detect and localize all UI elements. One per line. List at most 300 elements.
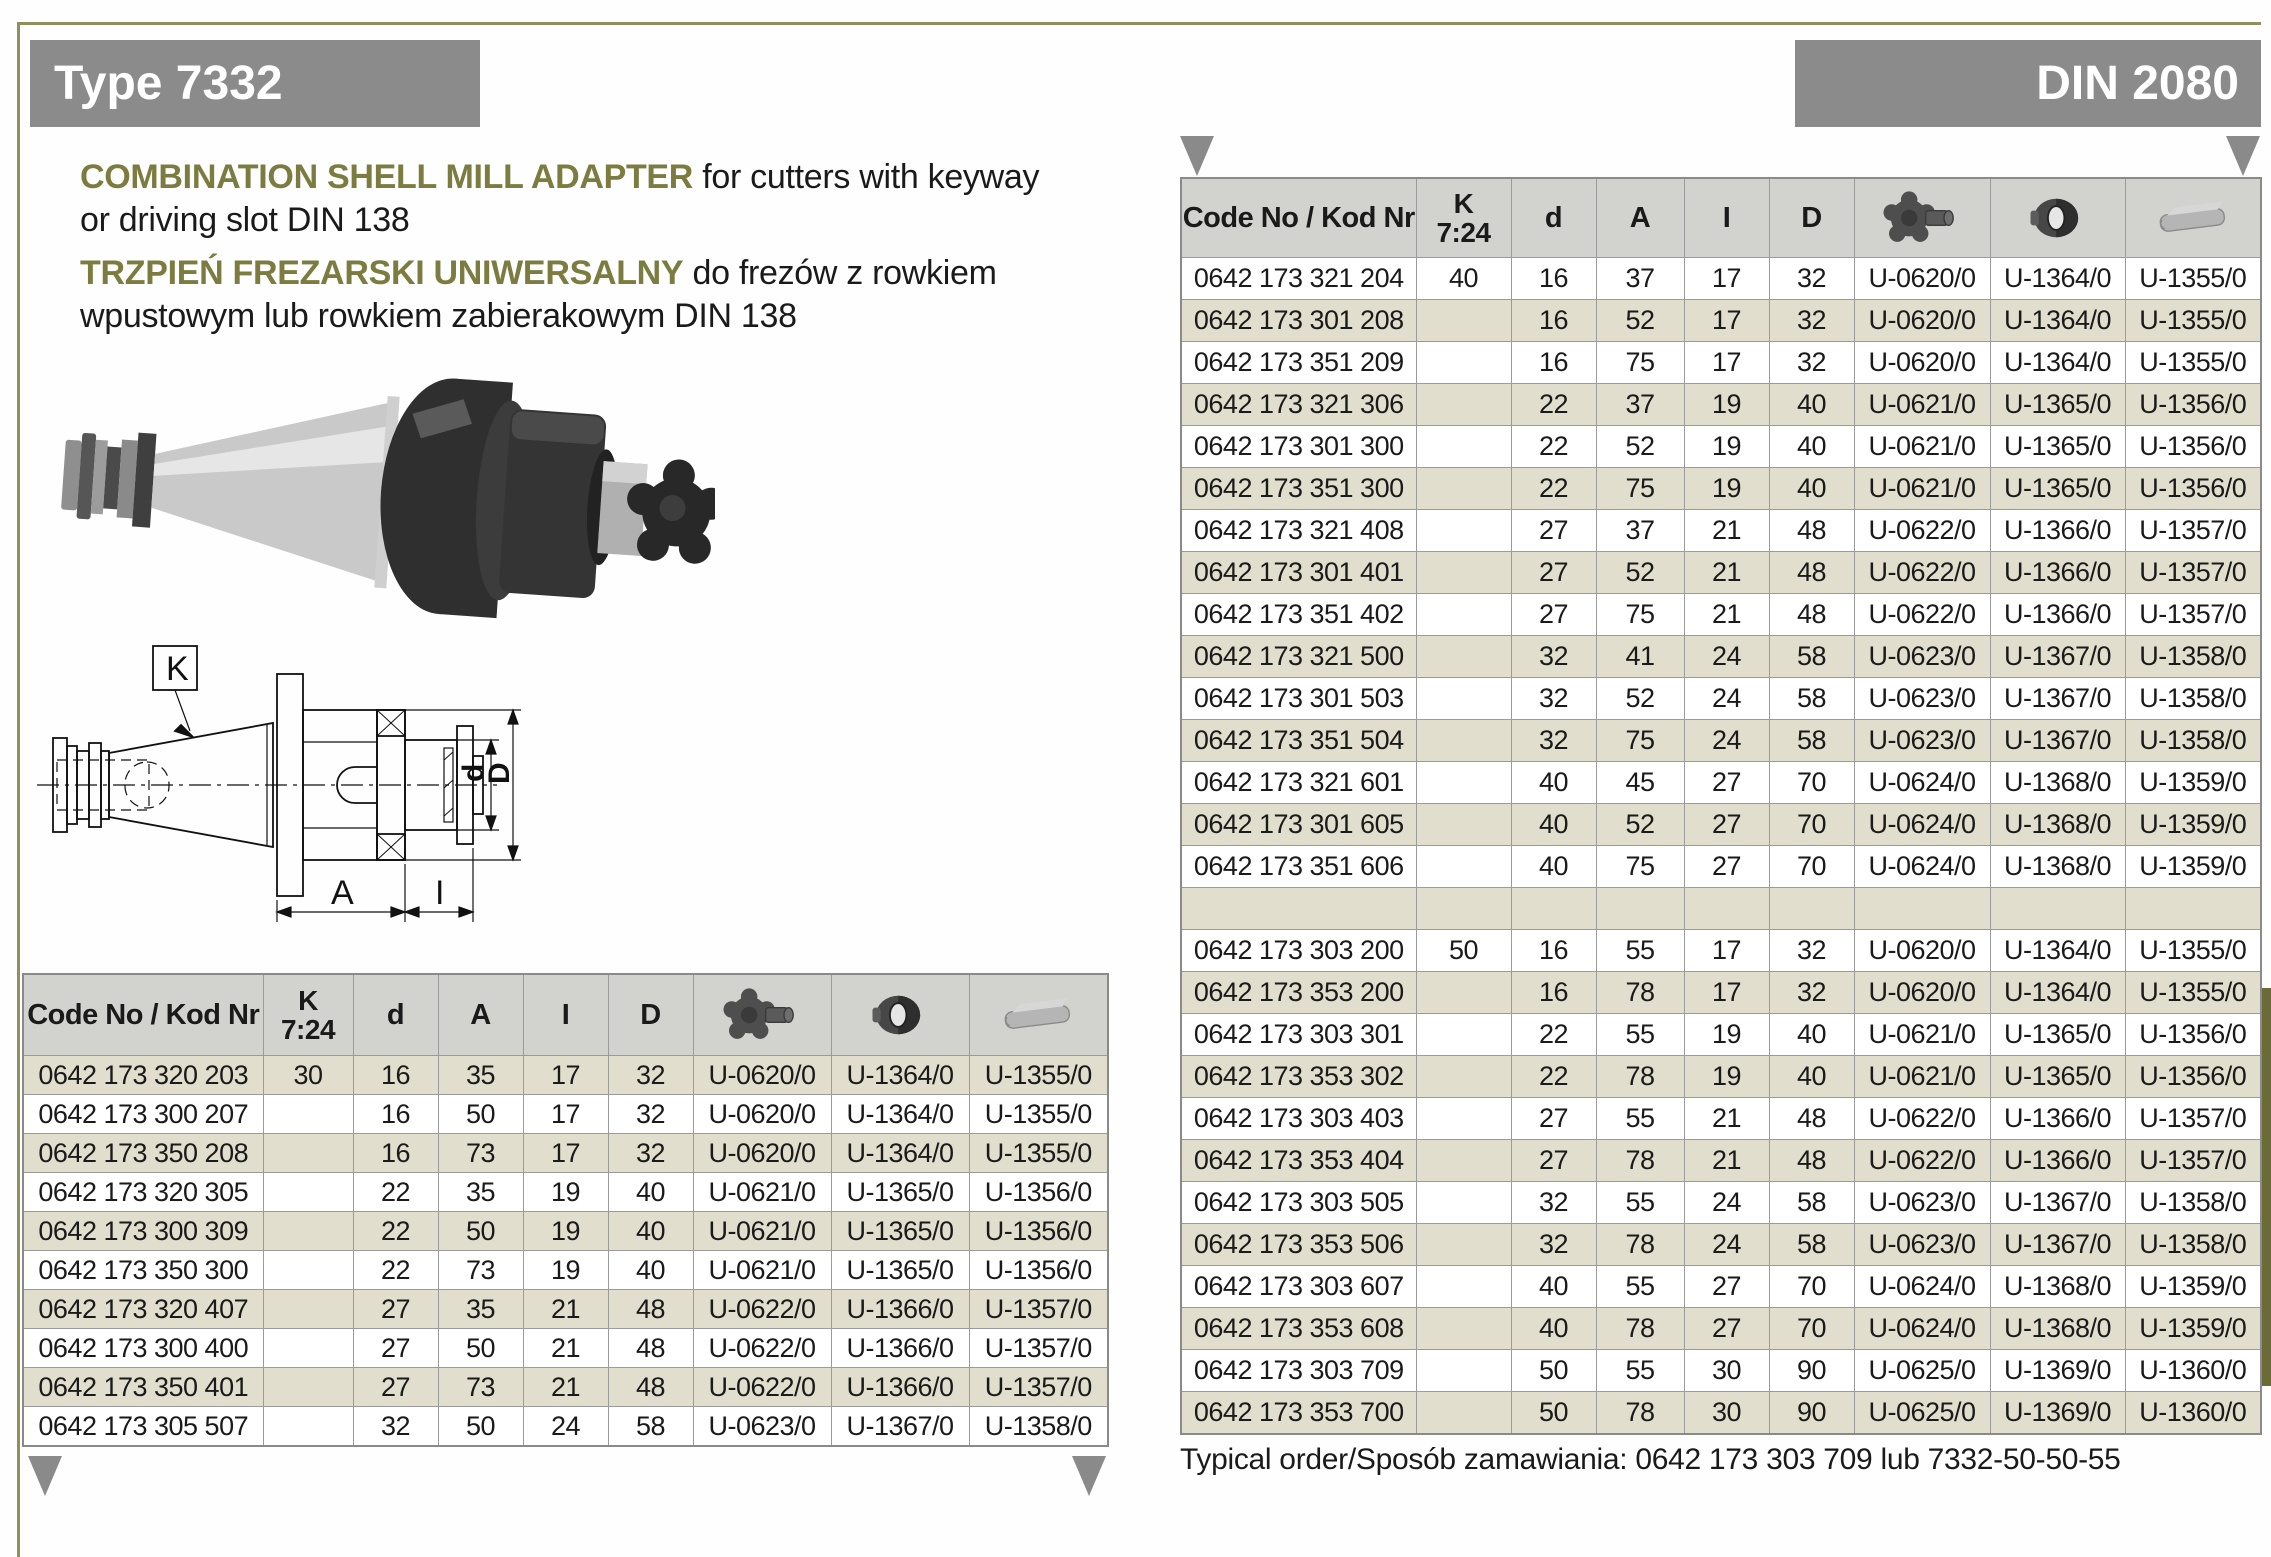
table-cell: 17 [1684, 930, 1769, 972]
table-cell: U-1356/0 [2125, 468, 2261, 510]
table-cell: U-1366/0 [831, 1290, 969, 1329]
col-header-clamp-nut [831, 974, 969, 1056]
table-cell: 50 [1511, 1350, 1596, 1392]
table-cell: U-1356/0 [2125, 1014, 2261, 1056]
table-row [1181, 468, 2261, 510]
table-cell: 52 [1596, 678, 1684, 720]
adapter-photo-group [56, 352, 715, 634]
table-row [1181, 720, 2261, 762]
table-cell [1416, 1266, 1511, 1308]
table-cell: 19 [523, 1251, 608, 1290]
table-cell: 78 [1596, 972, 1684, 1014]
table-row [23, 1251, 1108, 1290]
table-cell: 37 [1596, 384, 1684, 426]
table-cell: 27 [1511, 510, 1596, 552]
table-cell: U-0622/0 [1854, 1140, 1990, 1182]
table-cell: 50 [438, 1212, 523, 1251]
table-cell: U-0622/0 [1854, 510, 1990, 552]
table-cell [1684, 888, 1769, 930]
table-cell: 50 [438, 1095, 523, 1134]
table-cell: 48 [608, 1290, 693, 1329]
table-cell: 0642 173 301 208 [1181, 300, 1416, 342]
table-cell: 32 [1769, 930, 1854, 972]
table-cell [1511, 888, 1596, 930]
table-cell: 32 [608, 1095, 693, 1134]
table-cell: 35 [438, 1056, 523, 1095]
table-cell: U-0621/0 [1854, 468, 1990, 510]
table-cell [263, 1368, 353, 1407]
table-cell: 16 [353, 1056, 438, 1095]
table-row [1181, 1056, 2261, 1098]
table-cell [1416, 384, 1511, 426]
table-cell: 0642 173 351 402 [1181, 594, 1416, 636]
table-cell: 50 [438, 1407, 523, 1447]
table-row [23, 1056, 1108, 1095]
table-cell [1416, 678, 1511, 720]
table-cell: 70 [1769, 762, 1854, 804]
table-cell: U-1357/0 [2125, 510, 2261, 552]
table-cell [1416, 636, 1511, 678]
table-cell: 0642 173 305 507 [23, 1407, 263, 1447]
table-cell: 0642 173 351 300 [1181, 468, 1416, 510]
table-cell: 17 [1684, 342, 1769, 384]
table-cell: U-1359/0 [2125, 762, 2261, 804]
table-cell [1416, 1350, 1511, 1392]
table-cell: 45 [1596, 762, 1684, 804]
table-cell [263, 1251, 353, 1290]
table-cell: 0642 173 351 504 [1181, 720, 1416, 762]
table-cell: U-1356/0 [969, 1251, 1108, 1290]
table-cell [1416, 1392, 1511, 1435]
table-cell: 0642 173 350 401 [23, 1368, 263, 1407]
table-cell: 48 [1769, 594, 1854, 636]
table-row [23, 1173, 1108, 1212]
col-header-i: I [523, 974, 608, 1056]
table-cell [1416, 1182, 1511, 1224]
table-cell: U-0624/0 [1854, 846, 1990, 888]
table-cell: 32 [608, 1056, 693, 1095]
table-cell: 22 [353, 1212, 438, 1251]
table-cell: 0642 173 320 305 [23, 1173, 263, 1212]
table-cell: 0642 173 300 207 [23, 1095, 263, 1134]
table-cell: U-0621/0 [1854, 1014, 1990, 1056]
description-pl-line2: wpustowym lub rowkiem zabierakowym DIN 138 [80, 297, 797, 335]
col-header-d: d [1511, 178, 1596, 258]
table-cell: 40 [1511, 804, 1596, 846]
table-cell: 73 [438, 1251, 523, 1290]
table-cell: U-0622/0 [1854, 594, 1990, 636]
table-cell: 48 [1769, 552, 1854, 594]
table-cell: U-1357/0 [969, 1329, 1108, 1368]
table-cell: 0642 173 353 506 [1181, 1224, 1416, 1266]
table-cell: 40 [1769, 426, 1854, 468]
table-cell: U-1367/0 [1990, 1224, 2125, 1266]
table-cell: U-1357/0 [2125, 552, 2261, 594]
table-cell: 0642 173 321 500 [1181, 636, 1416, 678]
clamp-screw-icon [718, 983, 806, 1047]
table-cell: 16 [1511, 972, 1596, 1014]
table-cell: 17 [1684, 300, 1769, 342]
table-cell: 0642 173 353 200 [1181, 972, 1416, 1014]
table-cell: 50 [1416, 930, 1511, 972]
col-header-d: d [353, 974, 438, 1056]
table-cell: U-1358/0 [2125, 1182, 2261, 1224]
table-cell: U-0624/0 [1854, 762, 1990, 804]
table-cell: 19 [1684, 1056, 1769, 1098]
table-cell: U-0621/0 [1854, 384, 1990, 426]
table-cell: 41 [1596, 636, 1684, 678]
table-cell: U-1366/0 [1990, 1098, 2125, 1140]
table-cell [1596, 888, 1684, 930]
table-cell: 40 [608, 1212, 693, 1251]
table-cell: 27 [1684, 762, 1769, 804]
table-cell: 22 [1511, 384, 1596, 426]
table-cell: 75 [1596, 342, 1684, 384]
table-cell: U-1355/0 [969, 1056, 1108, 1095]
table-cell: U-1367/0 [1990, 720, 2125, 762]
table-cell: 30 [263, 1056, 353, 1095]
table-cell: 22 [353, 1251, 438, 1290]
table-cell: 70 [1769, 1266, 1854, 1308]
table-cell: U-1365/0 [1990, 384, 2125, 426]
table-cell: U-1355/0 [969, 1134, 1108, 1173]
table-cell: 27 [1684, 1266, 1769, 1308]
table-cell: 0642 173 353 302 [1181, 1056, 1416, 1098]
table-cell: 55 [1596, 930, 1684, 972]
table-cell: U-0623/0 [1854, 1224, 1990, 1266]
table-cell: U-1364/0 [831, 1134, 969, 1173]
table-cell: 21 [1684, 510, 1769, 552]
table-cell: 32 [1769, 300, 1854, 342]
table-cell: 40 [1769, 384, 1854, 426]
table-cell: 52 [1596, 300, 1684, 342]
table-cell: 0642 173 321 601 [1181, 762, 1416, 804]
table-cell: 40 [608, 1251, 693, 1290]
col-header-k: K 7:24 [1416, 178, 1511, 258]
table-cell: U-0621/0 [693, 1212, 831, 1251]
table-cell: U-1359/0 [2125, 804, 2261, 846]
table-cell: 32 [1511, 720, 1596, 762]
right-product-table [1180, 177, 2262, 1435]
table-cell: 27 [353, 1329, 438, 1368]
table-cell: 75 [1596, 720, 1684, 762]
table-cell: U-1368/0 [1990, 846, 2125, 888]
table-cell [1416, 594, 1511, 636]
top-rule [18, 22, 2261, 25]
table-cell [263, 1290, 353, 1329]
table-cell: 0642 173 353 404 [1181, 1140, 1416, 1182]
table-cell: U-0622/0 [693, 1290, 831, 1329]
table-cell: U-1356/0 [969, 1212, 1108, 1251]
table-cell: U-0621/0 [693, 1173, 831, 1212]
clamp-nut-icon [856, 983, 944, 1047]
table-cell: U-1365/0 [831, 1173, 969, 1212]
section-marker-bottom-left [28, 1456, 62, 1496]
table-cell: U-0622/0 [693, 1368, 831, 1407]
col-header-code: Code No / Kod Nr [1181, 178, 1416, 258]
table-cell: U-1356/0 [2125, 426, 2261, 468]
table-cell: 75 [1596, 846, 1684, 888]
table-cell: U-1364/0 [831, 1056, 969, 1095]
table-cell: U-0623/0 [1854, 1182, 1990, 1224]
table-cell: 19 [1684, 468, 1769, 510]
table-cell [1416, 1098, 1511, 1140]
table-cell: U-1355/0 [2125, 258, 2261, 300]
table-cell: 22 [1511, 1014, 1596, 1056]
table-cell: 73 [438, 1368, 523, 1407]
table-cell: U-1364/0 [1990, 972, 2125, 1014]
col-header-big-d: D [608, 974, 693, 1056]
table-cell: 48 [608, 1368, 693, 1407]
table-cell: 55 [1596, 1014, 1684, 1056]
table-cell [1416, 762, 1511, 804]
table-cell: 0642 173 353 700 [1181, 1392, 1416, 1435]
table-cell: U-0620/0 [1854, 930, 1990, 972]
table-cell [1416, 552, 1511, 594]
table-cell: U-0621/0 [693, 1251, 831, 1290]
table-cell: U-0622/0 [1854, 552, 1990, 594]
table-cell [1416, 804, 1511, 846]
technical-drawing [25, 620, 525, 950]
table-cell: U-1365/0 [1990, 426, 2125, 468]
col-header-clamp-screw [693, 974, 831, 1056]
table-cell: 0642 173 321 408 [1181, 510, 1416, 552]
col-header-drive-key [2125, 178, 2261, 258]
table-cell: 55 [1596, 1182, 1684, 1224]
table-cell [263, 1329, 353, 1368]
table-cell: 27 [1511, 594, 1596, 636]
table-cell: 24 [523, 1407, 608, 1447]
table-cell: U-1368/0 [1990, 762, 2125, 804]
table-cell: 0642 173 301 401 [1181, 552, 1416, 594]
col-header-i: I [1684, 178, 1769, 258]
table-cell: U-0620/0 [693, 1134, 831, 1173]
table-row [23, 1407, 1108, 1447]
table-cell: 27 [1684, 804, 1769, 846]
table-cell: 58 [1769, 636, 1854, 678]
table-cell [1416, 1224, 1511, 1266]
table-cell: 0642 173 303 607 [1181, 1266, 1416, 1308]
table-cell: 78 [1596, 1392, 1684, 1435]
table-cell: 0642 173 350 300 [23, 1251, 263, 1290]
table-cell: 16 [1511, 342, 1596, 384]
table-cell: 32 [353, 1407, 438, 1447]
table-cell: 22 [1511, 1056, 1596, 1098]
table-cell: 24 [1684, 1224, 1769, 1266]
table-cell: U-0622/0 [693, 1329, 831, 1368]
table-cell [1769, 888, 1854, 930]
left-product-table [22, 973, 1109, 1447]
table-cell: U-1364/0 [1990, 258, 2125, 300]
table-cell: U-0623/0 [1854, 678, 1990, 720]
description-pl-line1: TRZPIEŃ FREZARSKI UNIWERSALNY do frezów z rowkiem [80, 254, 997, 292]
table-cell: 27 [1684, 1308, 1769, 1350]
table-cell: 0642 173 321 204 [1181, 258, 1416, 300]
table-cell: U-1366/0 [1990, 594, 2125, 636]
table-row [1181, 1266, 2261, 1308]
table-cell: U-1356/0 [2125, 1056, 2261, 1098]
table-cell: 70 [1769, 1308, 1854, 1350]
table-cell: 16 [1511, 300, 1596, 342]
table-cell: 48 [1769, 1098, 1854, 1140]
table-cell: U-0625/0 [1854, 1350, 1990, 1392]
table-cell [263, 1134, 353, 1173]
table-cell: 17 [523, 1134, 608, 1173]
clamp-nut-icon [2014, 186, 2102, 250]
table-cell: 40 [1769, 468, 1854, 510]
table-cell: 27 [1511, 552, 1596, 594]
table-cell: U-1366/0 [1990, 1140, 2125, 1182]
table-cell [263, 1173, 353, 1212]
table-cell: 52 [1596, 804, 1684, 846]
table-row [1181, 384, 2261, 426]
table-row [23, 1329, 1108, 1368]
table-cell: 21 [523, 1329, 608, 1368]
table-row [23, 1368, 1108, 1407]
table-cell: 30 [1684, 1392, 1769, 1435]
table-cell: 32 [1769, 972, 1854, 1014]
table-row [1181, 1224, 2261, 1266]
table-cell [1416, 342, 1511, 384]
table-cell: 52 [1596, 552, 1684, 594]
table-cell: U-1365/0 [1990, 1014, 2125, 1056]
din-title: DIN 2080 [1795, 40, 2261, 127]
table-cell: 17 [1684, 972, 1769, 1014]
table-cell: 32 [1511, 1182, 1596, 1224]
table-cell: U-1367/0 [1990, 636, 2125, 678]
table-cell: 50 [438, 1329, 523, 1368]
table-row [1181, 510, 2261, 552]
table-cell [263, 1212, 353, 1251]
table-cell: 24 [1684, 720, 1769, 762]
table-cell: 50 [1511, 1392, 1596, 1435]
table-cell: 90 [1769, 1350, 1854, 1392]
table-row [1181, 762, 2261, 804]
table-cell: U-1358/0 [2125, 1224, 2261, 1266]
right-table-body [1181, 258, 2261, 1435]
table-cell: 55 [1596, 1350, 1684, 1392]
table-cell: U-1365/0 [831, 1212, 969, 1251]
table-cell: U-0622/0 [1854, 1098, 1990, 1140]
description-en-line1: COMBINATION SHELL MILL ADAPTER for cutters with keyway [80, 158, 1040, 196]
table-row [1181, 1308, 2261, 1350]
table-row [23, 1212, 1108, 1251]
table-cell: U-0620/0 [693, 1095, 831, 1134]
table-row [1181, 1098, 2261, 1140]
col-header-big-d: D [1769, 178, 1854, 258]
table-cell: 78 [1596, 1224, 1684, 1266]
table-cell: U-1358/0 [969, 1407, 1108, 1447]
table-row [1181, 972, 2261, 1014]
table-cell: 78 [1596, 1056, 1684, 1098]
table-cell: 40 [1511, 1266, 1596, 1308]
table-row [1181, 258, 2261, 300]
table-cell: 0642 173 320 203 [23, 1056, 263, 1095]
table-cell: 32 [1769, 342, 1854, 384]
right-table-header-row [1181, 178, 2261, 258]
left-table-body [23, 1056, 1108, 1447]
table-cell: U-1356/0 [2125, 384, 2261, 426]
description-en-line2: or driving slot DIN 138 [80, 201, 410, 239]
table-cell: 19 [1684, 1014, 1769, 1056]
table-cell: 32 [1511, 636, 1596, 678]
table-cell: 58 [1769, 678, 1854, 720]
table-cell: U-1355/0 [2125, 972, 2261, 1014]
table-cell: 75 [1596, 468, 1684, 510]
table-cell: 22 [1511, 426, 1596, 468]
table-cell [1416, 468, 1511, 510]
table-row [1181, 888, 2261, 930]
table-cell [263, 1407, 353, 1447]
table-cell: 40 [1416, 258, 1511, 300]
table-cell: U-1367/0 [831, 1407, 969, 1447]
table-cell: 19 [523, 1173, 608, 1212]
table-cell: 0642 173 351 606 [1181, 846, 1416, 888]
table-cell: 27 [1511, 1140, 1596, 1182]
table-cell: 0642 173 301 300 [1181, 426, 1416, 468]
table-cell: U-0623/0 [693, 1407, 831, 1447]
col-header-clamp-screw [1854, 178, 1990, 258]
table-cell: 0642 173 303 505 [1181, 1182, 1416, 1224]
table-cell: 0642 173 301 605 [1181, 804, 1416, 846]
table-row [1181, 1392, 2261, 1435]
table-cell: 0642 173 351 209 [1181, 342, 1416, 384]
table-cell: 19 [1684, 384, 1769, 426]
table-cell: 0642 173 350 208 [23, 1134, 263, 1173]
table-cell: 37 [1596, 258, 1684, 300]
table-cell: U-1366/0 [831, 1329, 969, 1368]
table-cell: U-1360/0 [2125, 1392, 2261, 1435]
table-cell: 24 [1684, 636, 1769, 678]
table-cell [1416, 1056, 1511, 1098]
table-cell: 17 [1684, 258, 1769, 300]
table-cell: U-1364/0 [1990, 300, 2125, 342]
table-cell: 21 [1684, 594, 1769, 636]
table-cell: 32 [1511, 678, 1596, 720]
table-cell: 21 [523, 1290, 608, 1329]
table-cell: 0642 173 303 301 [1181, 1014, 1416, 1056]
table-cell: 19 [1684, 426, 1769, 468]
table-cell: U-1365/0 [1990, 1056, 2125, 1098]
table-cell: 16 [1511, 930, 1596, 972]
table-cell: 32 [1511, 1224, 1596, 1266]
table-cell: 40 [1769, 1014, 1854, 1056]
col-header-drive-key [969, 974, 1108, 1056]
table-row [1181, 300, 2261, 342]
table-row [1181, 930, 2261, 972]
table-cell [1181, 888, 1416, 930]
table-cell: U-0620/0 [693, 1056, 831, 1095]
table-cell: 24 [1684, 678, 1769, 720]
table-cell [1416, 720, 1511, 762]
table-cell: U-1368/0 [1990, 1266, 2125, 1308]
section-marker-bottom-right [1072, 1456, 1106, 1496]
product-photo [55, 342, 715, 642]
table-cell [1416, 1014, 1511, 1056]
table-row [1181, 1140, 2261, 1182]
table-cell: U-0623/0 [1854, 636, 1990, 678]
table-cell: U-1356/0 [969, 1173, 1108, 1212]
table-cell: U-0624/0 [1854, 1308, 1990, 1350]
table-cell: 0642 173 303 403 [1181, 1098, 1416, 1140]
table-cell: U-1357/0 [969, 1290, 1108, 1329]
table-cell: 40 [1511, 762, 1596, 804]
table-cell: 16 [1511, 258, 1596, 300]
table-cell: U-1359/0 [2125, 846, 2261, 888]
table-cell: 21 [1684, 1140, 1769, 1182]
table-row [23, 1095, 1108, 1134]
table-cell: 0642 173 301 503 [1181, 678, 1416, 720]
